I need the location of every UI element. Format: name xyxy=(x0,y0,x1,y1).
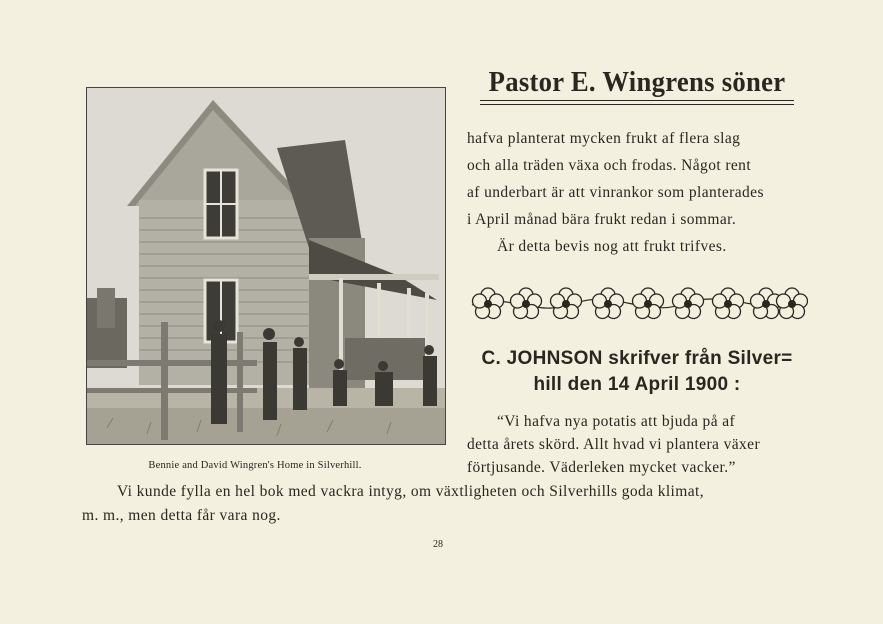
paragraph-line: och alla träden växa och frodas. Något rent xyxy=(467,157,752,174)
page-title: Pastor E. Wingrens söner xyxy=(488,66,786,98)
section-heading: C. JOHNSON skrifver från Silver= xyxy=(481,348,793,369)
quote-line: “Vi hafva nya potatis att bjuda på af xyxy=(497,413,736,430)
title-rule xyxy=(480,100,794,101)
house-photograph xyxy=(86,87,446,445)
quote-line: förtjusande. Väderleken mycket vacker.” xyxy=(467,459,736,476)
closing-line: m. m., men detta får vara nog. xyxy=(82,507,281,524)
paragraph-line: Är detta bevis nog att frukt trifves. xyxy=(497,238,727,255)
section-heading: hill den 14 April 1900 : xyxy=(533,374,741,395)
paragraph-line: af underbart är att vinrankor som planterades xyxy=(467,184,764,201)
closing-line: Vi kunde fylla en hel bok med vackra intyg, om växtligheten och Silverhills goda klimat, xyxy=(117,483,704,500)
paragraph-line: i April månad bära frukt redan i sommar. xyxy=(467,211,737,228)
photo-caption: Bennie and David Wingren's Home in Silverhill. xyxy=(148,460,362,471)
title-rule xyxy=(480,104,794,105)
paragraph-line: hafva planterat mycken frukt af flera slag xyxy=(467,130,741,147)
quote-line: detta årets skörd. Allt hvad vi plantera växer xyxy=(467,436,761,453)
flower-border-icon xyxy=(466,283,808,325)
page-number: 28 xyxy=(433,539,443,550)
